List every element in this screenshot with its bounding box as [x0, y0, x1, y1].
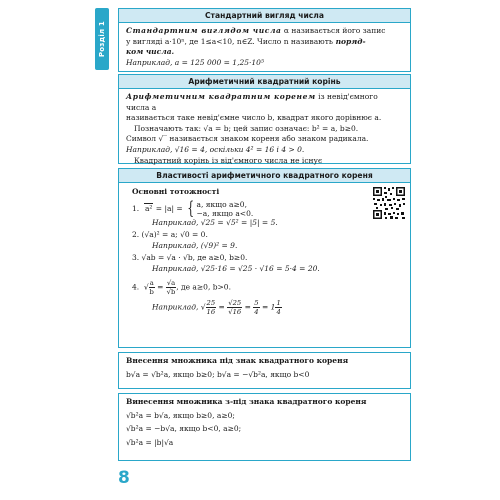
identity-2-example: Наприклад, (√9)² = 9.: [152, 240, 238, 250]
section-tab: [95, 8, 109, 70]
arithmetic-root-example: Наприклад, √16 = 4, оскільки 4² = 16 і 4 > 0.: [126, 144, 305, 154]
identity-3-example: Наприклад, √25·16 = √25 · √16 = 5·4 = 20.: [152, 263, 320, 273]
qr-code-icon[interactable]: [372, 186, 406, 220]
factor-out-root-box: [118, 393, 411, 461]
arithmetic-root-line1: із невід'ємного числа a: [126, 92, 378, 112]
standard-form-title: Стандартний вигляд числа: [119, 9, 410, 23]
identity-3: 3. √ab = √a · √b, де a≥0, b≥0.: [132, 253, 248, 263]
identity-4: 4. √ $\frac{a}{b}$ = $\frac{√a}{√b}$ , де a≥0, b>0.: [132, 278, 231, 296]
factor-out-rule-3: √b²a = |b|√a: [126, 437, 174, 447]
arithmetic-root-box: [118, 74, 411, 164]
identity-1-example: Наприклад, √25 = √5² = |5| = 5.: [152, 217, 278, 227]
arithmetic-root-term: Арифметичним квадратним коренем: [126, 92, 316, 101]
identity-2: 2. (√a)² = a; √0 = 0.: [132, 230, 208, 240]
identity-4-condition: , де a≥0, b>0.: [176, 282, 231, 292]
arithmetic-root-line2: називається таке невід'ємне число b, квадрат якого дорівнює a.: [126, 113, 382, 123]
identity-4-example: Наприклад, √ $\frac{25}{16}$ = $\frac{√25}{√16}$ = $\frac{5}{4}$ = 1 $\frac{1}{4}$: [152, 298, 281, 316]
factor-into-root-box: [118, 352, 411, 389]
standard-form-line1: α називається його запис: [281, 26, 386, 35]
arithmetic-root-title: Арифметичний квадратний корінь: [119, 75, 410, 89]
identity-4-example-prefix: Наприклад,: [152, 302, 199, 312]
case-negative: −a, якщо a<0.: [196, 208, 254, 218]
case-positive: a, якщо a≥0,: [196, 199, 247, 209]
identity-4-example-result: = 1: [262, 302, 276, 312]
factor-out-rule-2: √b²a = −b√a, якщо b<0, a≥0;: [126, 424, 242, 434]
section-tab-label: Розділ 1: [98, 20, 106, 58]
arithmetic-root-notation: Позначають так: √a = b; цей запис означає: b² = a, b≥0.: [134, 123, 359, 133]
factor-into-root-title: Внесення множника під знак квадратного кореня: [126, 356, 349, 365]
standard-form-line2: у вигляді a·10ⁿ, де 1≤a<10, n∈Z. Число n називають: [126, 36, 333, 46]
standard-form-example: Наприклад, a = 125 000 = 1,25·10⁵: [126, 57, 264, 67]
factor-into-root-rule: b√a = √b²a, якщо b≥0; b√a = −√b²a, якщо b<0: [126, 369, 310, 379]
page-number: 8: [118, 468, 130, 488]
standard-form-box: [118, 8, 411, 72]
identities-subtitle: Основні тотожності: [132, 187, 220, 196]
factor-out-root-title: Винесення множника з-під знака квадратного кореня: [126, 397, 367, 406]
root-properties-title: Властивості арифметичного квадратного кореня: [119, 169, 410, 183]
order-term: поряд-: [332, 36, 366, 46]
identity-1: 1. a² = |a| = { a, якщо a≥0, −a, якщо a<0.: [132, 197, 254, 219]
order-term-end: ком числа.: [126, 47, 175, 57]
factor-out-rule-1: √b²a = b√a, якщо b≥0, a≥0;: [126, 410, 235, 420]
standard-form-term: Стандартним виглядом числа: [126, 26, 282, 35]
negative-root-note: Квадратний корінь із від'ємного числа не існує: [134, 155, 323, 165]
root-properties-box: [118, 168, 411, 348]
radical-sign-line: Символ √‾ називається знаком кореня або знаком радикала.: [126, 134, 369, 144]
